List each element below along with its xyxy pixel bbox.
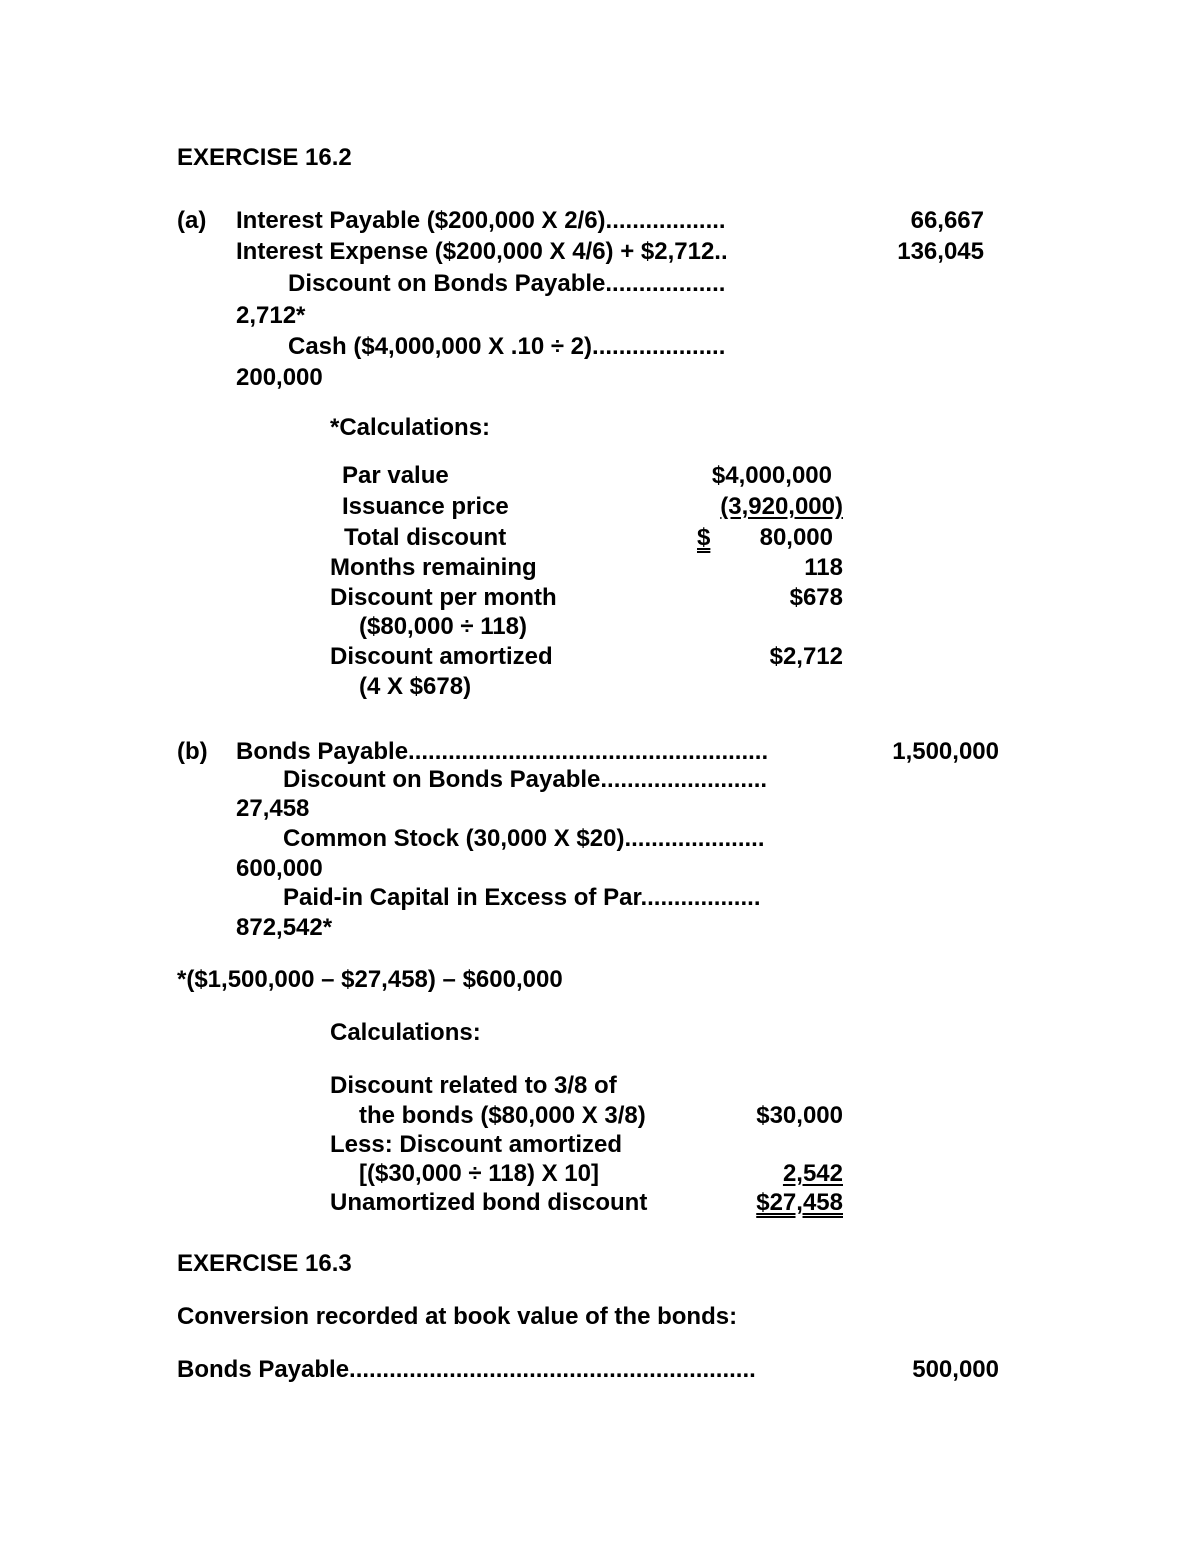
calc-par-value: $4,000,000: [711, 462, 832, 489]
exercise-16-3-heading: EXERCISE 16.3: [177, 1250, 352, 1277]
exercise-16-3-bonds-payable-amount: 500,000: [912, 1356, 999, 1383]
calc-amortized-note: (4 X $678): [359, 673, 472, 700]
calc-related-value: $30,000: [756, 1102, 843, 1129]
calc-per-month-value: $678: [789, 584, 843, 611]
calc-per-month-note: ($80,000 ÷ 118): [359, 613, 527, 640]
part-b-paid-in-capital-text: Paid-in Capital in Excess of Par..................: [283, 884, 761, 911]
calc-par-label: Par value: [342, 462, 449, 489]
part-a-discount-amount: 2,712*: [236, 302, 306, 329]
part-a-interest-expense-text: Interest Expense ($200,000 X 4/6) + $2,712..: [236, 238, 728, 265]
part-b-discount-amount: 27,458: [236, 795, 310, 822]
part-a-interest-payable-amount: 66,667: [910, 207, 984, 234]
exercise-16-2-heading: EXERCISE 16.2: [177, 144, 352, 171]
part-a-interest-payable-text: Interest Payable ($200,000 X 2/6)..................: [236, 207, 726, 234]
calc-less-label: Less: Discount amortized: [330, 1131, 623, 1158]
calc-total-label: Total discount: [344, 524, 507, 551]
calc-months-value: 118: [804, 554, 843, 581]
part-a-interest-expense-amount: 136,045: [897, 238, 984, 265]
exercise-16-3-intro: Conversion recorded at book value of the bonds:: [177, 1303, 738, 1330]
part-b-paid-in-capital-amount: 872,542*: [236, 914, 333, 941]
part-a-discount-text: Discount on Bonds Payable..................: [288, 270, 726, 297]
calc-related-label: Discount related to 3/8 of: [330, 1072, 617, 1099]
calc-unamortized-value: $27,458: [756, 1189, 843, 1216]
calc-per-month-label: Discount per month: [330, 584, 557, 611]
calc-unamortized-label: Unamortized bond discount: [330, 1189, 648, 1216]
part-b-bonds-payable-amount: 1,500,000: [892, 738, 999, 765]
calc-issuance-value: (3,920,000): [720, 493, 843, 520]
calc-total-value: 80,000: [759, 524, 833, 551]
part-b-label: (b): [177, 738, 208, 765]
part-b-common-stock-amount: 600,000: [236, 855, 323, 882]
part-b-discount-text: Discount on Bonds Payable.........................: [283, 766, 768, 793]
calc-amortized-value: $2,712: [769, 643, 843, 670]
calc-total-value-group: [697, 526, 833, 550]
calc-issuance-label: Issuance price: [342, 493, 509, 520]
part-a-cash-text: Cash ($4,000,000 X .10 ÷ 2)....................: [288, 333, 726, 360]
calc-months-label: Months remaining: [330, 554, 537, 581]
part-b-calc-title: Calculations:: [330, 1019, 481, 1046]
calc-less-value: 2,542: [782, 1160, 843, 1187]
exercise-16-3-bonds-payable-text: Bonds Payable.............................................................: [177, 1356, 756, 1383]
part-a-label: (a): [177, 207, 207, 234]
calc-total-currency: $: [697, 524, 711, 551]
part-b-bonds-payable-text: Bonds Payable......................................................: [236, 738, 769, 765]
calc-related-label-2: the bonds ($80,000 X 3/8): [359, 1102, 646, 1129]
part-a-cash-amount: 200,000: [236, 364, 323, 391]
calc-less-label-2: [($30,000 ÷ 118) X 10]: [359, 1160, 599, 1187]
calc-amortized-label: Discount amortized: [330, 643, 553, 670]
part-b-common-stock-text: Common Stock (30,000 X $20).....................: [283, 825, 765, 852]
part-a-calc-title: *Calculations:: [330, 414, 491, 441]
part-b-footnote: *($1,500,000 – $27,458) – $600,000: [177, 966, 563, 993]
